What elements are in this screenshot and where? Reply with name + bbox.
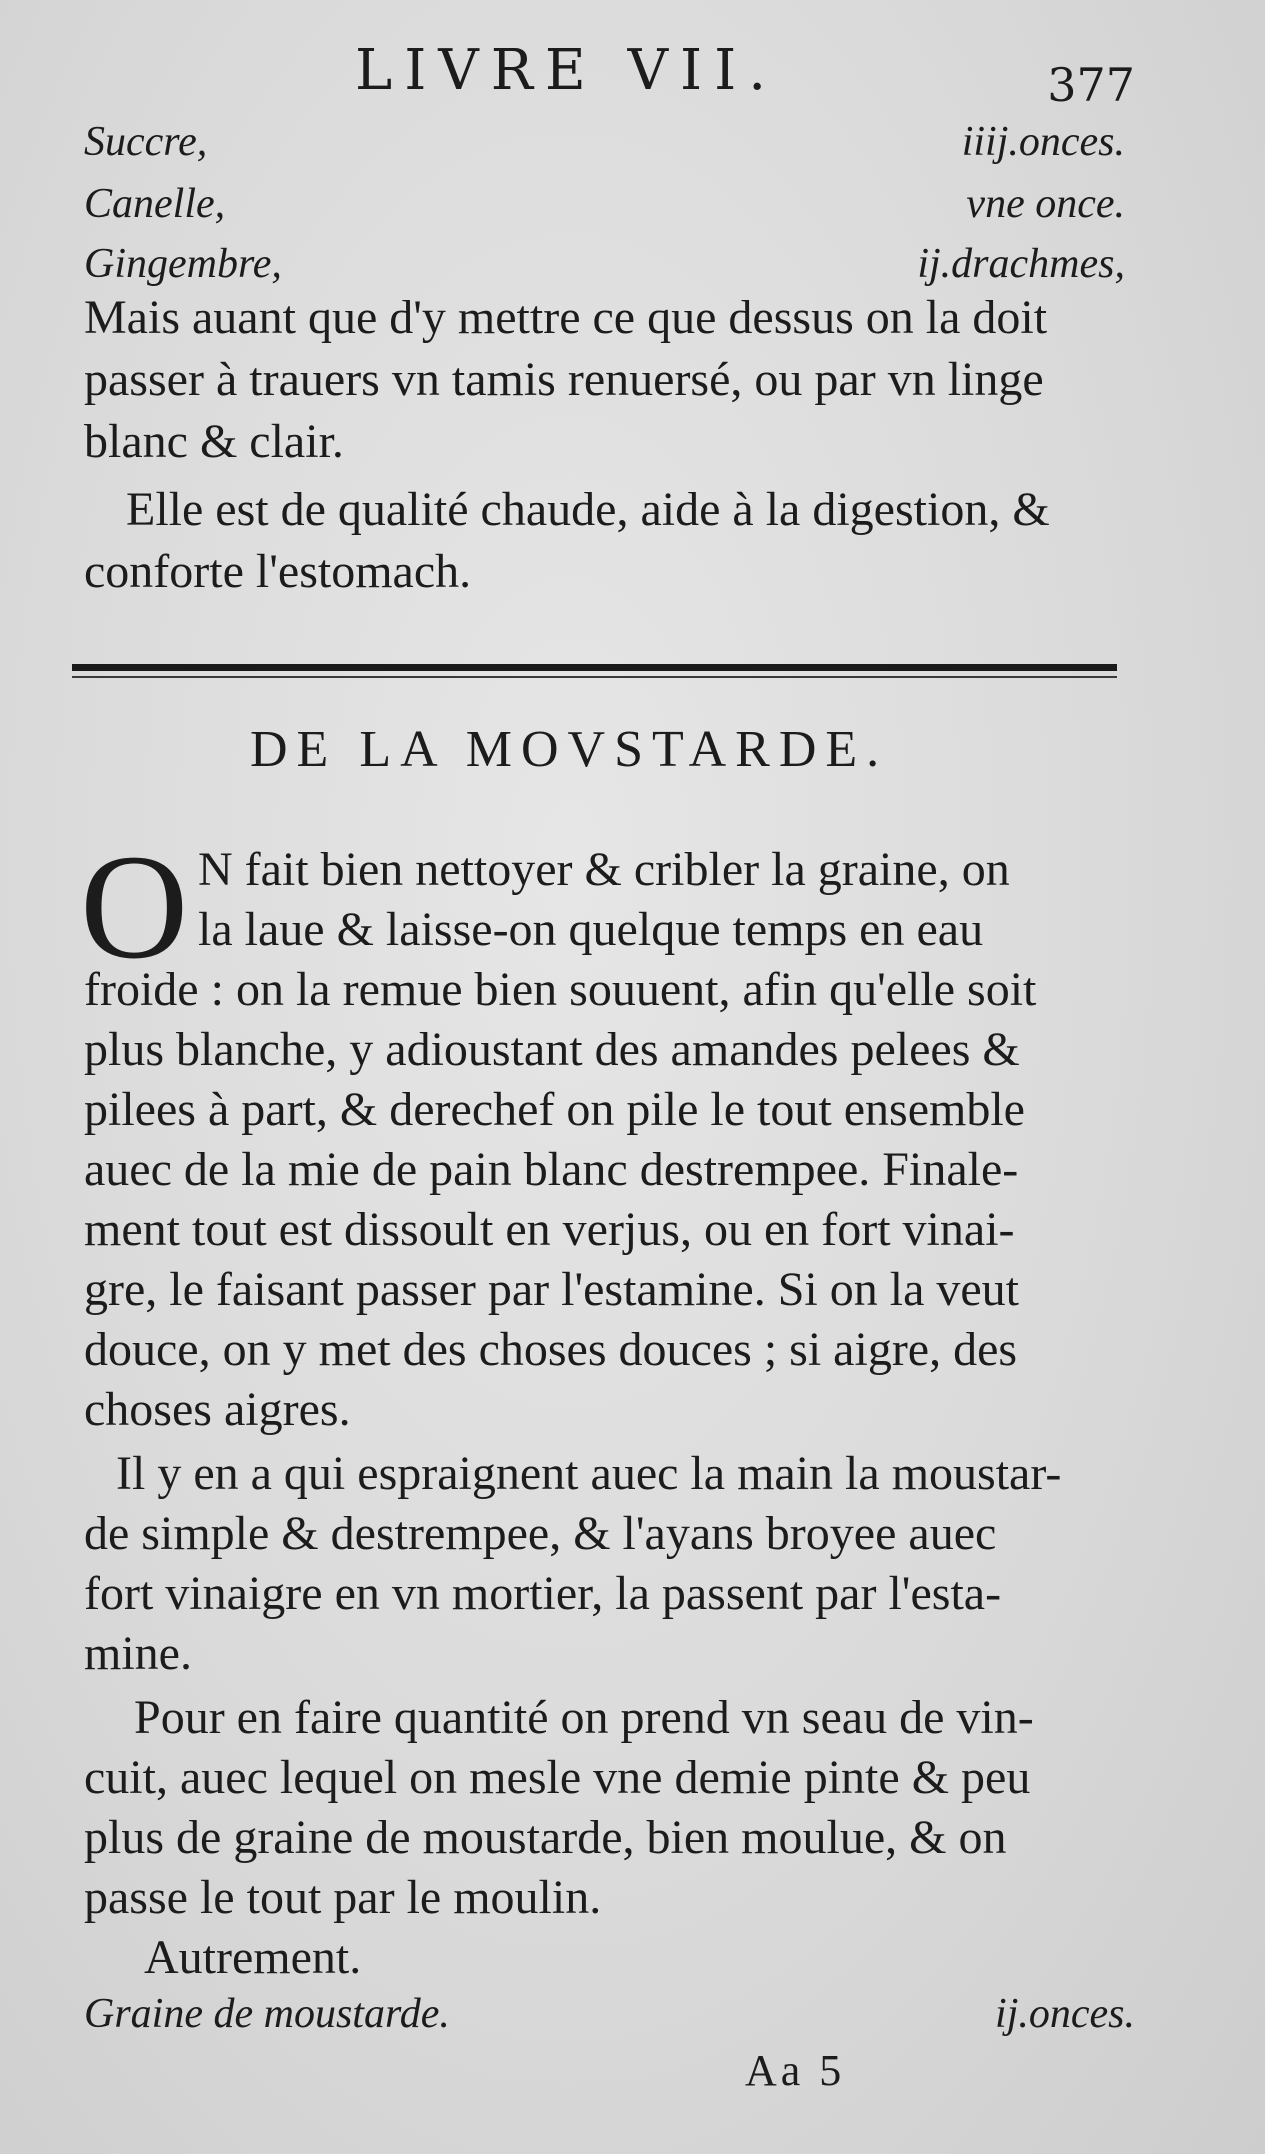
recipe-quantity: ij.drachmes, [917,241,1125,287]
text-line: ment tout est dissoult en verjus, ou en fort vinai- [84,1203,1015,1256]
text-line: Mais auant que d'y mettre ce que dessus on la doit [84,291,1048,344]
recipe-item: Graine de moustarde. [84,1991,450,2037]
recipe-item: Succre, [84,119,208,165]
text-line: fort vinaigre en vn mortier, la passent par l'esta- [84,1567,1002,1620]
text-line: la laue & laisse-on quelque temps en eau [198,903,984,956]
section-rule [72,664,1117,671]
text-line: plus de graine de moustarde, bien moulue, & on [84,1811,1007,1864]
text-line: conforte l'estomach. [84,545,472,598]
recipe-item: Canelle, [84,181,226,227]
recipe-quantity: ij.onces. [995,1991,1135,2037]
text-line: pilees à part, & derechef on pile le tout ensemble [84,1083,1025,1136]
signature-mark: Aa 5 [745,2046,846,2095]
text-line: cuit, auec lequel on mesle vne demie pinte & peu [84,1751,1031,1804]
recipe-quantity: iiij.onces. [961,119,1125,165]
text-line: passer à trauers vn tamis renuersé, ou par vn linge [84,353,1044,406]
text-line: N fait bien nettoyer & cribler la graine, on [198,843,1010,896]
running-title: LIVRE VII. [355,38,779,103]
text-line: de simple & destrempee, & l'ayans broyee auec [84,1507,997,1560]
text-line: Il y en a qui espraignent auec la main la moustar- [116,1447,1062,1500]
text-line: plus blanche, y adioustant des amandes pelees & [84,1023,1020,1076]
text-line: gre, le faisant passer par l'estamine. Si on la veut [84,1263,1020,1316]
section-rule-thin [72,676,1117,678]
text-line: douce, on y met des choses douces ; si aigre, des [84,1323,1018,1376]
text-line: passe le tout par le moulin. [84,1871,602,1924]
text-line: mine. [84,1627,192,1680]
text-line: auec de la mie de pain blanc destrempee. Finale- [84,1143,1019,1196]
page-number: 377 [1047,58,1135,112]
text-line: froide : on la remue bien souuent, afin qu'elle soit [84,963,1037,1016]
text-line: choses aigres. [84,1383,351,1436]
autrement-heading: Autrement. [144,1931,362,1984]
text-line: blanc & clair. [84,415,344,468]
drop-cap: O [80,824,189,990]
recipe-quantity: vne once. [966,181,1125,227]
text-line: Pour en faire quantité on prend vn seau de vin- [134,1691,1034,1744]
section-title: DE LA MOVSTARDE. [250,721,889,778]
text-line: Elle est de qualité chaude, aide à la digestion, & [126,483,1050,536]
recipe-item: Gingembre, [84,241,282,287]
